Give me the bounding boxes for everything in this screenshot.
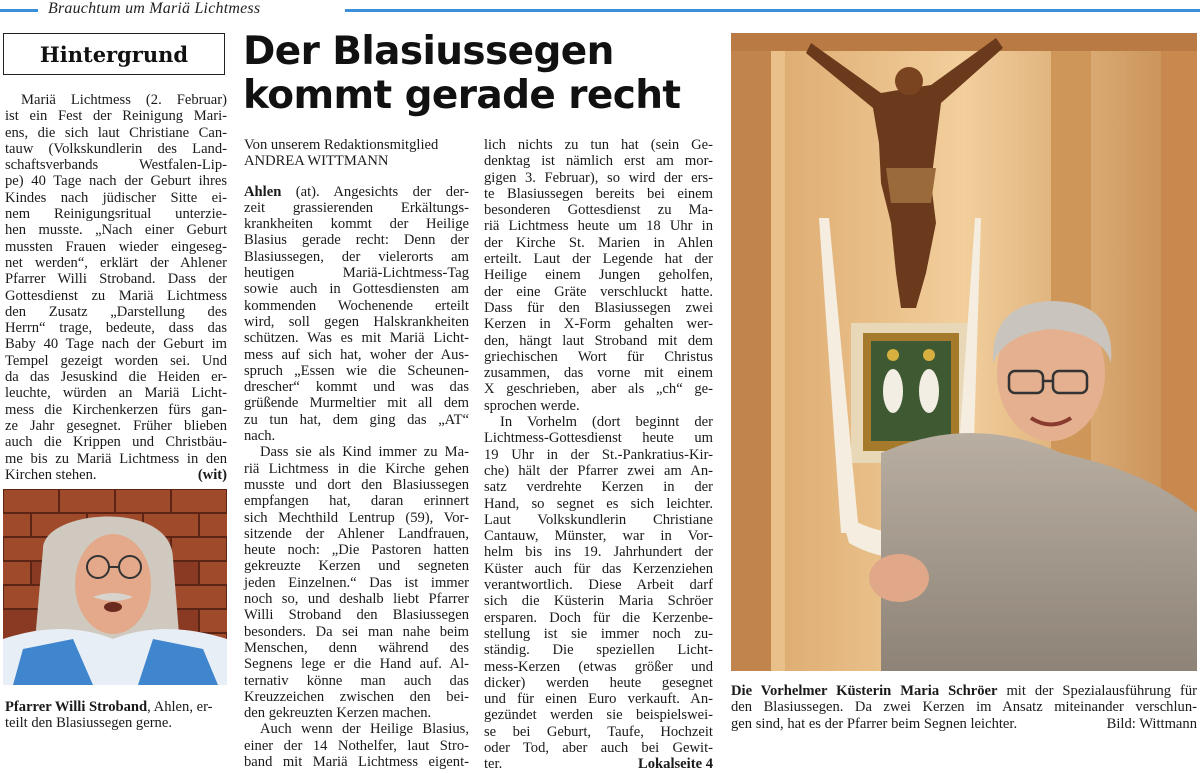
section-rubric: Brauchtum um Mariä Lichtmess bbox=[48, 0, 261, 17]
article-text-line: den gekreuzten Kerzen machen. bbox=[244, 705, 432, 722]
article-text-line: empfangen hat, daran erinnert bbox=[244, 493, 469, 510]
background-text-line: Baby 40 Tage nach der Geburt im bbox=[5, 336, 227, 353]
article-text-line: mess-Kerzen (etwas größer und bbox=[484, 658, 713, 675]
photo-pfarrer-stroband bbox=[3, 489, 227, 685]
article-text-line: Dass für den Blasiussegen zwei bbox=[484, 299, 713, 316]
article-text-line: Blasiussegen, der vielerorts am bbox=[244, 248, 469, 265]
background-text-line: Mariä Lichtmess (2. Februar) bbox=[21, 92, 227, 108]
article-text-line: griechischen Wort für Christus bbox=[484, 348, 713, 365]
article-text-line: In Vorhelm (dort beginnt der bbox=[500, 414, 713, 431]
background-text-line: Herrn“ trage, bedeute, dass das bbox=[5, 320, 227, 337]
background-text-line: me bis zu Mariä Lichtmess in den bbox=[5, 450, 227, 467]
article-text-line: erteilt. Laut der Legende hat der bbox=[484, 251, 713, 268]
article-text-line: musste und dort den Blasiussegen bbox=[244, 476, 469, 493]
article-text-line: ter. Lokalseite 4 bbox=[484, 756, 713, 773]
caption-kuesterin-line-3: gen sind, hat es der Pfarrer beim Segnen leichter. bbox=[731, 715, 1018, 732]
article-text-line: der Kirche St. Marien in Ahlen bbox=[484, 234, 713, 251]
article-text-line: band mit Mariä Lichtmess eigent- bbox=[244, 753, 469, 770]
article-text-line: zusammen, das vorne mit einem bbox=[484, 365, 713, 382]
background-column bbox=[5, 92, 227, 483]
background-text-line: pe) 40 Tage nach der Geburt ihres bbox=[5, 173, 227, 190]
photo-kuesterin-schroeer bbox=[731, 33, 1197, 671]
headline bbox=[243, 30, 680, 118]
article-text-line: sowie auch in Gottesdiensten am bbox=[244, 281, 469, 298]
rubric-rule-left bbox=[0, 9, 38, 12]
headline-line-2: kommt gerade recht bbox=[243, 73, 681, 118]
article-text-line: Segnens lege er die Hand auf. Al- bbox=[244, 656, 469, 673]
background-label: Hintergrund bbox=[39, 41, 189, 67]
article-text-1 bbox=[244, 200, 469, 428]
photo-credit: Bild: Wittmann bbox=[1106, 715, 1197, 732]
article-text-line: noch so, und deshalb liebt Pfarrer bbox=[244, 591, 469, 608]
background-text-line: ist ein Fest der Reinigung Mari- bbox=[5, 108, 227, 125]
background-text-line: den Zusatz „Darstellung des bbox=[5, 303, 227, 320]
caption-kuesterin: Die Vorhelmer Küsterin Maria Schröer mit der Spezialausführung für den Blasiussegen. Da zwei Kerzen im Ansatz miteinander verschlun- gen sind, hat es der Pfarrer beim Segnen leichter. Bild: Wittmann bbox=[731, 683, 1197, 732]
article-text-3 bbox=[244, 721, 469, 770]
article-text-line: oder Tod, aber auch bei Gewit- bbox=[484, 739, 713, 756]
background-text-line: mussten Frauen wieder eingeseg- bbox=[5, 238, 227, 255]
article-text-line: ternativ könne man auch das bbox=[244, 672, 469, 689]
article-text-line: te Blasiussegen bereits bei einem bbox=[484, 185, 713, 202]
background-text-line: ze Jahr gesegnet. Früher blieben bbox=[5, 417, 227, 434]
background-text-line: mess die Kirchenkerzen fürs gan- bbox=[5, 401, 227, 418]
article-text-line: che) hält der Pfarrer zwei am An- bbox=[484, 462, 713, 479]
article-text-line: drescher“ kommt und was das bbox=[244, 379, 469, 396]
article-text-line: satz verdrehte Kerzen in der bbox=[484, 479, 713, 496]
article-text-line: besonders. Da sei man nahe beim bbox=[244, 623, 469, 640]
background-text-line: schaftsverbands Westfalen-Lip- bbox=[5, 157, 227, 174]
article-column-1 bbox=[244, 137, 469, 770]
article-text-line: lich nichts zu tun hat (sein Ge- bbox=[484, 137, 713, 153]
article-text-line: nach. bbox=[244, 428, 276, 445]
photo-kuesterin-image bbox=[731, 33, 1197, 671]
background-text-line: da das Jesuskind die Heiden er- bbox=[5, 369, 227, 386]
article-text-line: Blasius gerade recht: Denn der bbox=[244, 232, 469, 249]
article-text-line: riä Lichtmess heute um 18 Uhr in bbox=[484, 218, 713, 235]
article-text-line: Laut Volkskundlerin Christiane bbox=[484, 511, 713, 528]
article-text-line: den, hängt laut Stroband mit dem bbox=[484, 332, 713, 349]
article-text-line: sich Mechthild Lentrup (59), Vor- bbox=[244, 509, 469, 526]
article-text-line: und für einen Euro verkauft. An- bbox=[484, 691, 713, 708]
article-text-line: Dass sie als Kind immer zu Ma- bbox=[260, 444, 469, 461]
article-text-line: Kreuzzeichen zwischen den bei- bbox=[244, 688, 469, 705]
background-text-last-line: Kirchen stehen. (wit) bbox=[5, 466, 227, 483]
article-text-line: helm bis ins 19. Jahrhundert der bbox=[484, 544, 713, 561]
page-reference: Lokalseite 4 bbox=[638, 756, 713, 773]
background-text-line: nem Reinigungsritual unterzie- bbox=[5, 206, 227, 223]
background-text-line: Tempel gezeigt worden sei. Und bbox=[5, 352, 227, 369]
article-text-line: Willi Stroband den Blasiussegen bbox=[244, 607, 469, 624]
byline-author: ANDREA WITTMANN bbox=[244, 153, 389, 170]
article-text-4 bbox=[484, 137, 713, 398]
background-text-line: Kindes nach jüdischer Sitte ei- bbox=[5, 189, 227, 206]
byline-line-1: Von unserem Redaktionsmitglied bbox=[244, 137, 439, 153]
caption-pfarrer: Pfarrer Willi Stroband, Ahlen, er- teilt den Blasiussegen gerne. bbox=[5, 699, 227, 732]
headline-line-1: Der Blasiussegen bbox=[243, 29, 614, 74]
caption-kuesterin-line-2: den Blasiussegen. Da zwei Kerzen im Ansatz miteinander verschlun- bbox=[731, 699, 1197, 716]
article-text-line: grüßende Murmeltier mit all dem bbox=[244, 395, 469, 412]
article-text-5 bbox=[484, 414, 713, 756]
article-text-line: spruch „Essen wie die Scheunen- bbox=[244, 362, 469, 379]
article-text-line: Lichtmess-Gottesdienst heute um bbox=[484, 430, 713, 447]
article-text-line: sprochen werde. bbox=[484, 397, 580, 414]
article-text-line: wird, soll gegen Halskrankheiten bbox=[244, 313, 469, 330]
article-text-line: Heilige einem Jungen geholfen, bbox=[484, 267, 713, 284]
article-text-line: stellung ist sie immer noch zu- bbox=[484, 625, 713, 642]
article-text-line: ersparen. Doch für die Kerzenbe- bbox=[484, 609, 713, 626]
article-text-line: gigen 3. Februar), so wird der ers- bbox=[484, 169, 713, 186]
rubric-rule-right bbox=[345, 9, 1200, 12]
caption-pfarrer-line-2: teilt den Blasiussegen gerne. bbox=[5, 715, 172, 732]
article-text-line: 19 Uhr in der St.-Pankratius-Kir- bbox=[484, 446, 713, 463]
article-text-line: se bei Geburt, Taufe, Hochzeit bbox=[484, 723, 713, 740]
article-text-line: Hand, so segnet es sich leichter. bbox=[484, 495, 713, 512]
background-text-line: auch die Krippen und Christbäu- bbox=[5, 434, 227, 451]
article-text-line: Auch wenn der Heilige Blasius, bbox=[260, 721, 469, 738]
article-text-line: Küster auch für das Kerzenziehen bbox=[484, 560, 713, 577]
article-text-line: heute noch: „Die Pastoren hatten bbox=[244, 542, 469, 559]
article-text-2 bbox=[244, 444, 469, 705]
article-text-line: Cantauw, Münster, war in Vor- bbox=[484, 528, 713, 545]
article-lead-line: Ahlen (at). Angesichts der der- bbox=[244, 183, 469, 200]
article-text-line: zu tun hat, dem ging das „AT“ bbox=[244, 411, 469, 428]
author-initials: (wit) bbox=[197, 466, 227, 483]
background-text-line: hen musste. „Nach einer Geburt bbox=[5, 222, 227, 239]
caption-kuesterin-name: Die Vorhelmer Küsterin Maria Schröer bbox=[731, 683, 998, 699]
article-column-2 bbox=[484, 137, 713, 773]
article-text-line: jeden Einzelnen.“ Das ist immer bbox=[244, 574, 469, 591]
caption-pfarrer-name: Pfarrer Willi Stroband bbox=[5, 699, 148, 715]
article-text-line: zeit grassierenden Erkältungs- bbox=[244, 199, 469, 216]
background-text-line: Gottesdienst zu Mariä Lichtmess bbox=[5, 287, 227, 304]
article-text-line: sitzende der Ahlener Landfrauen, bbox=[244, 525, 469, 542]
article-text-line: der eine Gräte verschluckt hatte. bbox=[484, 283, 713, 300]
article-text-line: besonderen Gottesdienst zu Ma- bbox=[484, 202, 713, 219]
article-text-line: gezündet werden sie beispielswei- bbox=[484, 707, 713, 724]
article-text-line: verantwortlich. Diese Arbeit darf bbox=[484, 577, 713, 594]
background-text-line: leuchte, würden an Mariä Licht- bbox=[5, 385, 227, 402]
article-text-line: riä Lichtmess in die Kirche gehen bbox=[244, 460, 469, 477]
article-text-line: gekreuzte Kerzen und segneten bbox=[244, 558, 469, 575]
background-text-line: tauw (Volkskundlerin des Land- bbox=[5, 140, 227, 157]
article-text-line: einer der 14 Nothelfer, laut Stro- bbox=[244, 737, 469, 754]
article-text-line: kommenden Wochenende erteilt bbox=[244, 297, 469, 314]
article-text-line: mess auf sich hat, woher der Aus- bbox=[244, 346, 469, 363]
dateline: Ahlen bbox=[244, 183, 282, 200]
background-text-line: Pfarrer Willi Stroband. Dass der bbox=[5, 271, 227, 288]
article-text-line: Menschen, denn während des bbox=[244, 639, 469, 656]
article-text-line: heutigen Mariä-Lichtmess-Tag bbox=[244, 265, 469, 282]
article-text-line: sich die Küsterin Maria Schröer bbox=[484, 593, 713, 610]
background-label-box bbox=[3, 33, 225, 75]
article-text-line: denktag ist nämlich erst am mor- bbox=[484, 153, 713, 170]
background-text-line: ens, die sich laut Christiane Can- bbox=[5, 124, 227, 141]
article-text-line: ständig. Die speziellen Licht- bbox=[484, 642, 713, 659]
background-text bbox=[5, 92, 227, 467]
photo-pfarrer-image bbox=[3, 489, 227, 685]
article-text-line: dicker) werden heute gesegnet bbox=[484, 674, 713, 691]
background-text-line: net werden“, erklärt der Ahlener bbox=[5, 254, 227, 271]
article-text-line: krankheiten kommt der Heilige bbox=[244, 216, 469, 233]
article-text-line: X geschrieben, aber als „ch“ ge- bbox=[484, 381, 713, 398]
article-text-line: schützen. Was es mit Mariä Licht- bbox=[244, 330, 469, 347]
article-text-line: Kerzen in X-Form gehalten wer- bbox=[484, 316, 713, 333]
